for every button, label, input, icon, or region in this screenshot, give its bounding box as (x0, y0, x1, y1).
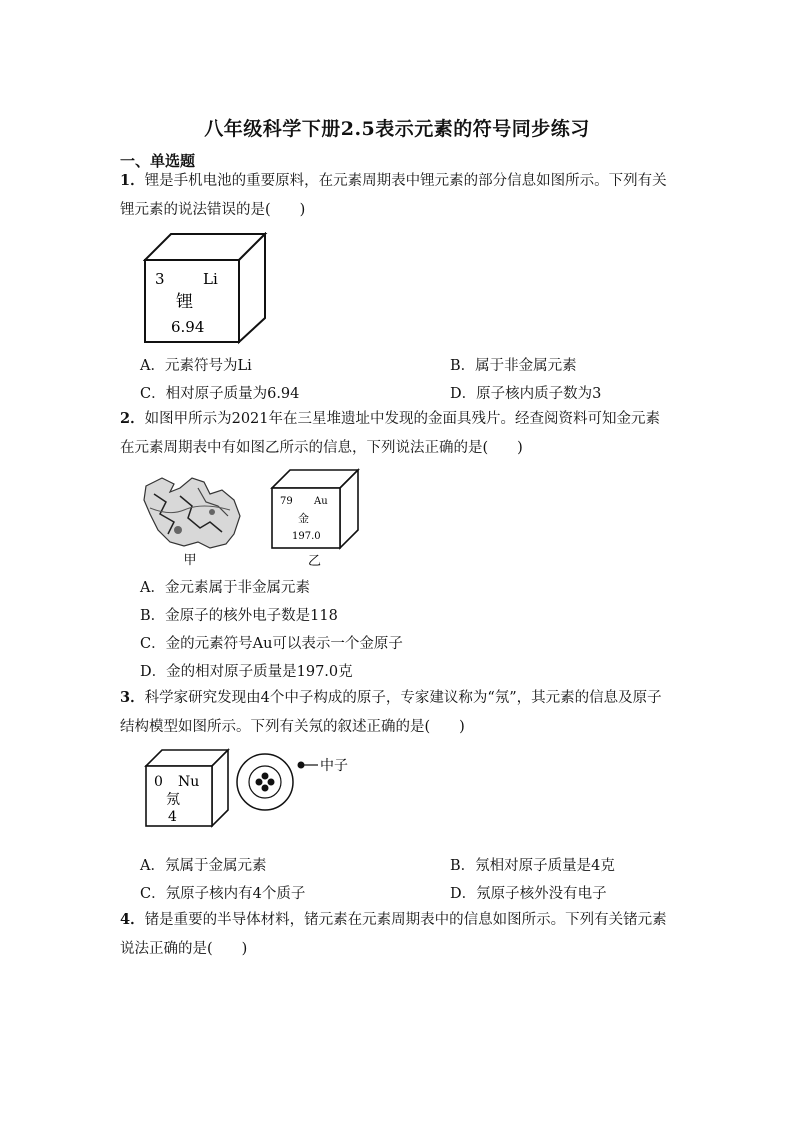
question-1-line-1: 1．锂是手机电池的重要原料，在元素周期表中锂元素的部分信息如图所示。下列有关 (120, 172, 667, 189)
question-number: 3． (120, 689, 145, 706)
option-b[interactable]: B．属于非金属元素 (450, 358, 577, 374)
option-b[interactable]: B．金原子的核外电子数是118 (140, 608, 338, 624)
question-4-line-2: 说法正确的是( ) (120, 941, 248, 957)
gold-mask-fragment-image (140, 472, 245, 570)
neutron-dot (268, 779, 275, 786)
question-1-line-2: 锂元素的说法错误的是( ) (120, 202, 306, 218)
atomic-mass: 4 (168, 809, 177, 825)
question-4-line-1: 4．锗是重要的半导体材料，锗元素在元素周期表中的信息如图所示。下列有关锗元素 (120, 911, 667, 928)
atomic-number: 3 (155, 270, 165, 288)
page-title: 八年级科学下册2.5表示元素的符号同步练习 (204, 118, 590, 140)
lithium-element-card (143, 232, 268, 347)
nu-element-card (144, 748, 230, 830)
question-3-line-2: 结构模型如图所示。下列有关氖的叙述正确的是( ) (120, 719, 465, 735)
element-symbol: Nu (178, 774, 200, 790)
option-d[interactable]: D．金的相对原子质量是197.0克 (140, 664, 353, 680)
option-d[interactable]: D．原子核内质子数为3 (450, 386, 602, 402)
option-b[interactable]: B．氖相对原子质量是4克 (450, 858, 615, 874)
option-c[interactable]: C．氖原子核内有4个质子 (140, 886, 306, 902)
neutron-legend-dot (298, 762, 305, 769)
option-a[interactable]: A．氖属于金属元素 (140, 858, 267, 874)
element-name: 氖 (166, 792, 180, 808)
element-symbol: Li (203, 270, 218, 288)
gold-element-card (270, 468, 360, 570)
atomic-number: 0 (154, 774, 163, 790)
neutron-label: 中子 (320, 758, 348, 774)
question-number: 1． (120, 172, 145, 189)
neutron-dot (262, 773, 269, 780)
atomic-mass: 6.94 (171, 318, 205, 336)
atomic-structure-model (232, 752, 362, 814)
question-2-line-2: 在元素周期表中有如图乙所示的信息，下列说法正确的是( ) (120, 440, 523, 456)
element-symbol: Au (314, 496, 328, 507)
atomic-mass: 197.0 (292, 531, 321, 542)
section-heading: 一、单选题 (120, 152, 196, 170)
question-number: 2． (120, 410, 145, 427)
element-name: 金 (298, 512, 309, 525)
option-c[interactable]: C．金的元素符号Au可以表示一个金原子 (140, 636, 403, 652)
question-number: 4． (120, 911, 145, 928)
neutron-dot (262, 785, 269, 792)
option-c[interactable]: C．相对原子质量为6.94 (140, 386, 300, 402)
option-d[interactable]: D．氖原子核外没有电子 (450, 886, 607, 902)
question-2-line-1: 2．如图甲所示为2021年在三星堆遗址中发现的金面具残片。经查阅资料可知金元素 (120, 410, 660, 427)
neutron-dot (256, 779, 263, 786)
option-a[interactable]: A．元素符号为Li (140, 358, 252, 374)
question-3-line-1: 3．科学家研究发现由4个中子构成的原子，专家建议称为“氖”，其元素的信息及原子 (120, 689, 662, 706)
figure-label-jia: 甲 (183, 553, 197, 568)
element-name: 锂 (176, 292, 193, 312)
figure-label-yi: 乙 (308, 554, 322, 569)
atomic-number: 79 (280, 496, 293, 507)
option-a[interactable]: A．金元素属于非金属元素 (140, 580, 310, 596)
